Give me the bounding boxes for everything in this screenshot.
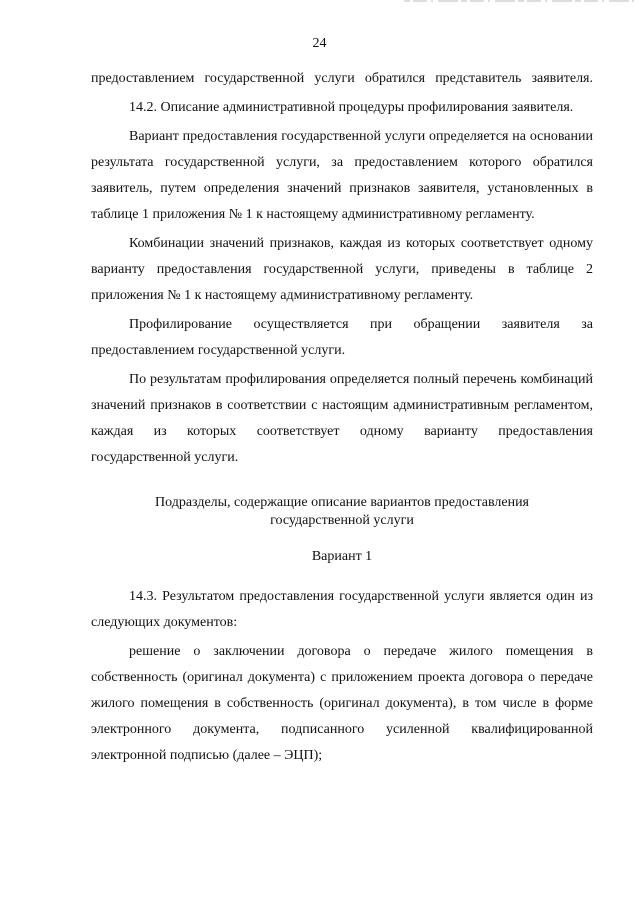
paragraph-14-3: 14.3. Результатом предоставления государственной услуги является один из следующих документов: xyxy=(91,589,593,630)
paragraph-profiling: Профилирование осуществляется при обращении заявителя за предоставлением государственной услуги. xyxy=(91,317,593,358)
paragraph-continuation: предоставлением государственной услуги обратился представитель заявителя. xyxy=(91,71,593,86)
scan-edge-marks xyxy=(404,0,634,4)
paragraph-14-2: 14.2. Описание административной процедуры профилирования заявителя. xyxy=(129,100,574,115)
paragraph-decision: решение о заключении договора о передаче жилого помещения в собственность (оригинал документа) с приложением проекта договора о передаче жилого помещения в собственность (оригинал документа), в том числе в форме электронного документа, подписанного усиленной квалифицированной электронной подписью (далее – ЭЦП); xyxy=(91,644,593,763)
paragraph-variant-definition: Вариант предоставления государственной услуги определяется на основании результата государственной услуги, за предоставлением которого обратился заявитель, путем определения значений признаков заявителя, установленных в таблице 1 приложения № 1 к настоящему административному регламенту. xyxy=(91,129,593,222)
section-heading: Подразделы, содержащие описание вариантов предоставления государственной услуги xyxy=(155,495,529,528)
paragraph-profiling-results: По результатам профилирования определяется полный перечень комбинаций значений признаков в соответствии с настоящим административным регламентом, каждая из которых соответствует одному варианту предоставления государственной услуги. xyxy=(91,372,593,465)
paragraph-combinations: Комбинации значений признаков, каждая из которых соответствует одному варианту предоставления государственной услуги, приведены в таблице 2 приложения № 1 к настоящему административному регламенту. xyxy=(91,236,593,303)
page-number: 24 xyxy=(312,36,327,51)
document-body xyxy=(91,66,593,769)
variant-title: Вариант 1 xyxy=(311,549,373,564)
